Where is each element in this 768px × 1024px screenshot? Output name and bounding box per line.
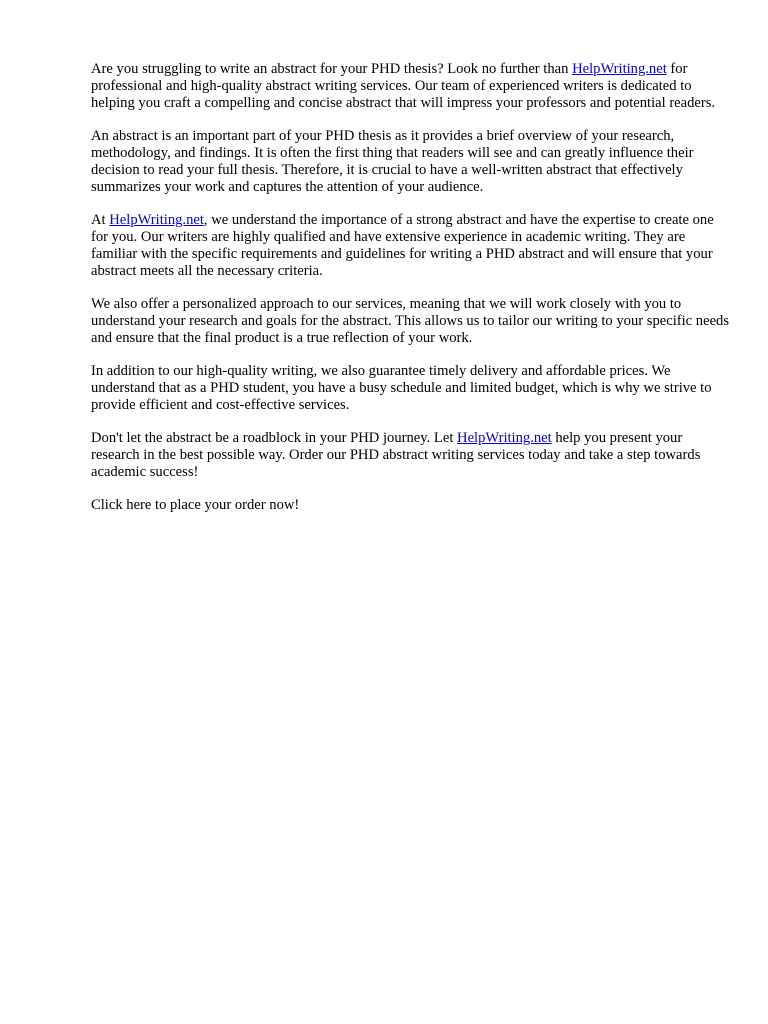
paragraph-text: , we understand the importance of a strong abstract and have the expertise to create one for you. Our writers are highly qualified and have extensive experience in academic writing. They are familiar with the specific requirements and guidelines for writing a PHD abstract and will ensure that your abstract meets all the necessary criteria. <box>91 212 714 279</box>
helpwriting-link[interactable]: HelpWriting.net <box>109 212 204 228</box>
document-body <box>91 61 731 530</box>
paragraph-expertise <box>91 212 731 280</box>
paragraph-call-to-action <box>91 430 731 481</box>
paragraph-order-now: Click here to place your order now! <box>91 497 300 513</box>
paragraph-abstract-importance: An abstract is an important part of your PHD thesis as it provides a brief overview of your research, methodology, and findings. It is often the first thing that readers will see and can greatly influence their decision to read your full thesis. Therefore, it is crucial to have a well-written abstract that effectively summarizes your work and captures the attention of your audience. <box>91 128 694 195</box>
helpwriting-link[interactable]: HelpWriting.net <box>457 430 552 446</box>
paragraph-intro <box>91 61 731 112</box>
paragraph-text: help you present your research in the best possible way. Order our PHD abstract writing services today and take a step towards academic success! <box>91 430 701 480</box>
paragraph-text: Don't let the abstract be a roadblock in your PHD journey. Let <box>91 430 458 446</box>
paragraph-delivery-prices: In addition to our high-quality writing, we also guarantee timely delivery and affordable prices. We understand that as a PHD student, you have a busy schedule and limited budget, which is why we strive to provide efficient and cost-effective services. <box>91 363 712 413</box>
paragraph-text: Are you struggling to write an abstract for your PHD thesis? Look no further than <box>91 61 573 77</box>
helpwriting-link[interactable]: HelpWriting.net <box>572 61 667 77</box>
paragraph-personalized: We also offer a personalized approach to our services, meaning that we will work closely with you to understand your research and goals for the abstract. This allows us to tailor our writing to your specific needs and ensure that the final product is a true reflection of your work. <box>91 296 730 346</box>
paragraph-text: At <box>91 212 110 228</box>
paragraph-text: for professional and high-quality abstract writing services. Our team of experienced writers is dedicated to helping you craft a compelling and concise abstract that will impress your professors and potential readers. <box>91 61 716 111</box>
